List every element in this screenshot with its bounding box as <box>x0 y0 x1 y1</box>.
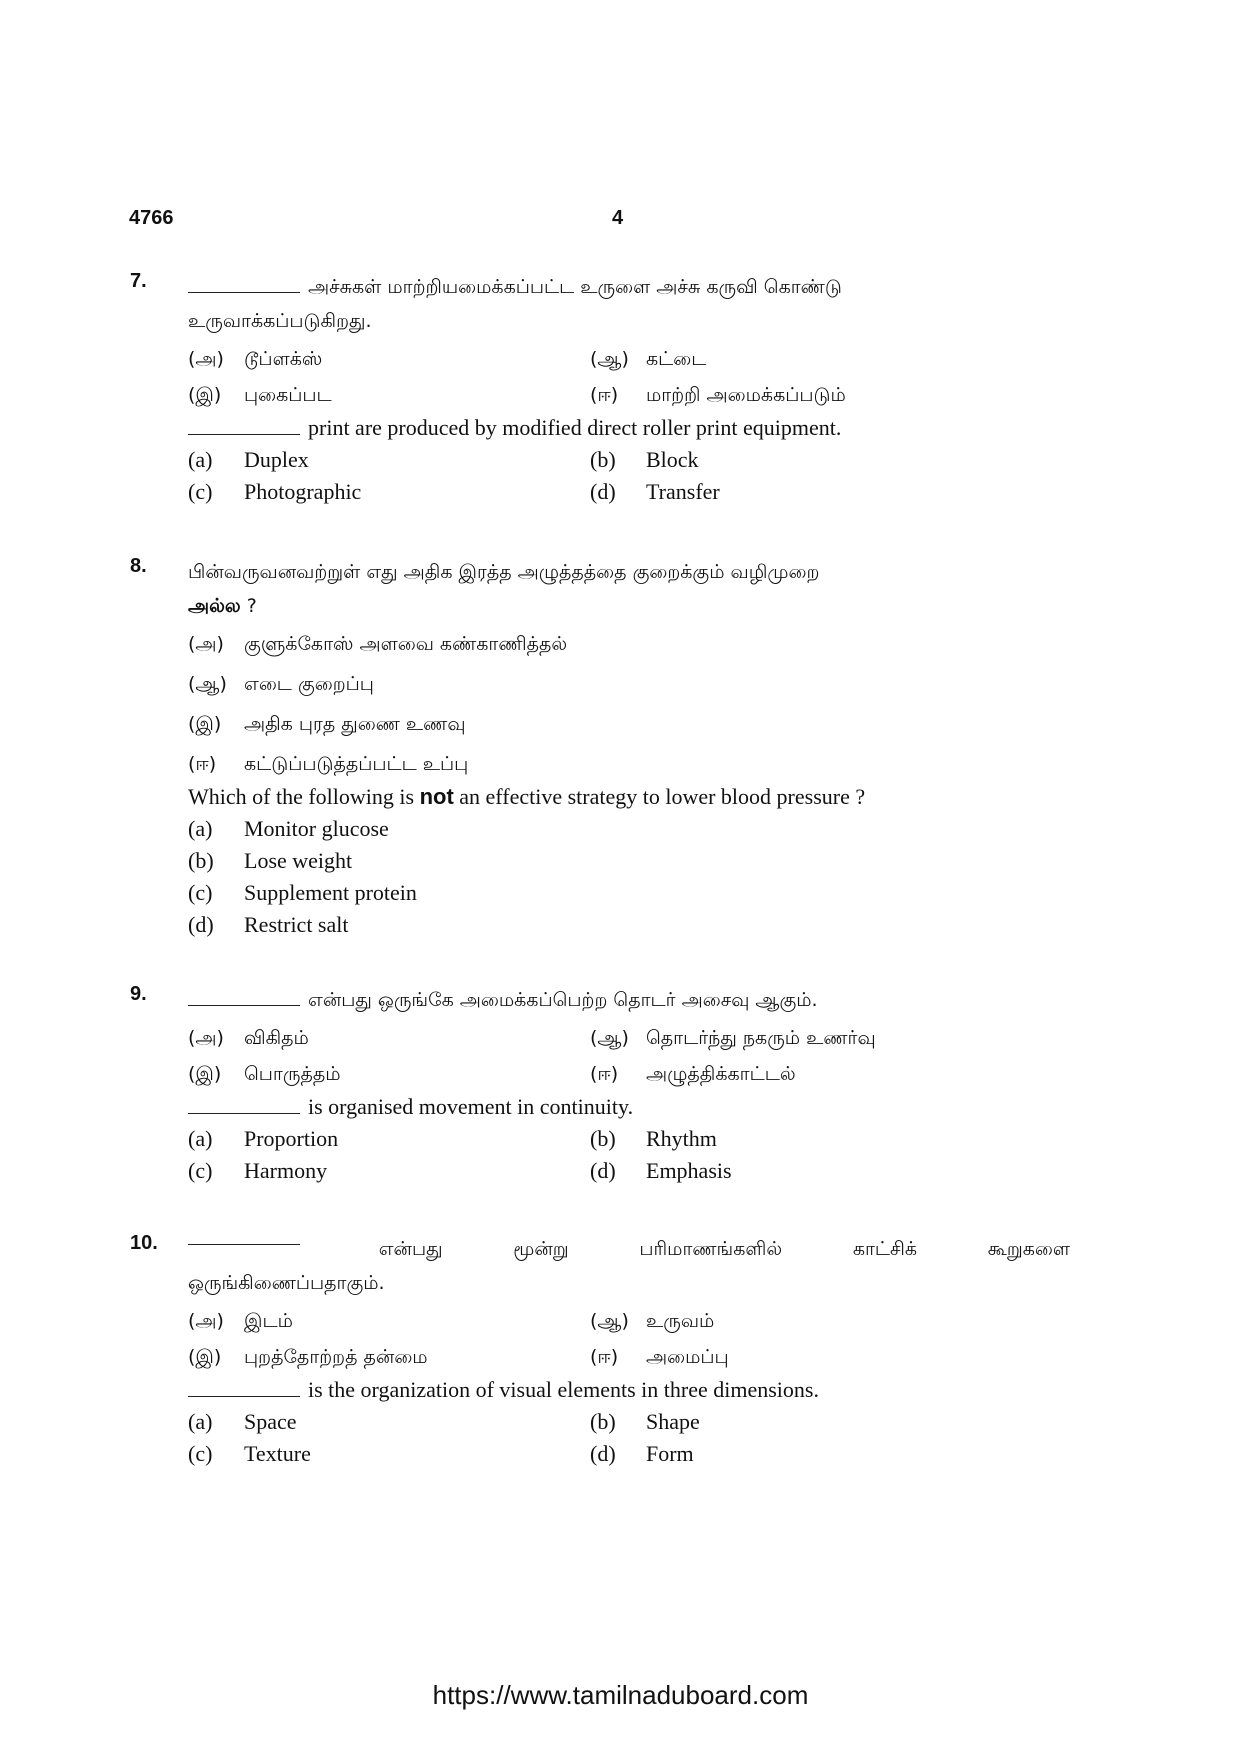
option-label: (b) <box>590 447 616 472</box>
option-label: (அ) <box>188 633 224 655</box>
option-label: (அ) <box>188 1027 224 1049</box>
option-label: (அ) <box>188 348 224 370</box>
option-text: பொருத்தம் <box>244 1063 341 1085</box>
option-label: (ஈ) <box>590 1346 619 1368</box>
option-text: Shape <box>646 1409 700 1434</box>
answer-blank <box>188 422 300 435</box>
option-label: (c) <box>188 1441 213 1466</box>
option-label: (c) <box>188 1158 213 1183</box>
answer-blank <box>188 1101 300 1114</box>
option-label: (c) <box>188 479 213 504</box>
option-label: (a) <box>188 1126 213 1151</box>
option-label: (இ) <box>188 1063 222 1085</box>
option-text: Restrict salt <box>244 912 349 937</box>
question-tamil-line: அல்ல ? <box>188 595 257 617</box>
question-tamil-line: என்பது ஒருங்கே அமைக்கப்பெற்ற தொடர் அசைவு ஆகும். <box>188 983 1070 1017</box>
option-text: Rhythm <box>646 1126 717 1151</box>
option-label: (இ) <box>188 384 222 406</box>
option-text: Duplex <box>244 447 309 472</box>
footer-url[interactable]: https://www.tamilnaduboard.com <box>432 1680 809 1710</box>
question-number: 9. <box>130 983 147 1005</box>
option-text: புறத்தோற்றத் தன்மை <box>244 1346 428 1368</box>
option-text: அதிக புரத துணை உணவு <box>244 713 466 735</box>
option-text: மாற்றி அமைக்கப்படும் <box>646 384 846 406</box>
question-tamil-line: பின்வருவனவற்றுள் எது அதிக இரத்த அழுத்தத்தை குறைக்கும் வழிமுறை <box>188 561 820 583</box>
option-text: Photographic <box>244 479 362 504</box>
option-text: Monitor glucose <box>244 816 389 841</box>
option-label: (a) <box>188 816 213 841</box>
option-text: தொடர்ந்து நகரும் உணர்வு <box>646 1027 876 1049</box>
option-text: Form <box>646 1441 694 1466</box>
option-text: Space <box>244 1409 297 1434</box>
option-label: (அ) <box>188 1310 224 1332</box>
option-label: (ஆ) <box>590 348 629 370</box>
option-label: (d) <box>590 479 616 504</box>
option-text: Lose weight <box>244 848 353 873</box>
option-text: Supplement protein <box>244 880 417 905</box>
option-label: (ஈ) <box>590 1063 619 1085</box>
option-text: Texture <box>244 1441 311 1466</box>
option-label: (ஈ) <box>590 384 619 406</box>
option-label: (ஆ) <box>590 1027 629 1049</box>
answer-blank <box>188 993 300 1006</box>
option-text: குளுக்கோஸ் அளவை கண்காணித்தல் <box>244 633 568 655</box>
option-label: (b) <box>188 848 214 873</box>
option-label: (d) <box>188 912 214 937</box>
option-text: Emphasis <box>646 1158 732 1183</box>
option-text: அழுத்திக்காட்டல் <box>646 1063 796 1085</box>
paper-code: 4766 <box>129 207 174 229</box>
answer-blank <box>188 280 300 293</box>
option-text: கட்டுப்படுத்தப்பட்ட உப்பு <box>244 753 469 775</box>
question-number: 10. <box>130 1232 158 1254</box>
option-label: (b) <box>590 1126 616 1151</box>
option-text: விகிதம் <box>244 1027 309 1049</box>
question-english: is organised movement in continuity. <box>188 1091 1070 1123</box>
option-text: Block <box>646 447 699 472</box>
option-label: (இ) <box>188 713 222 735</box>
option-text: கட்டை <box>646 348 707 370</box>
option-label: (ஆ) <box>590 1310 629 1332</box>
option-text: புகைப்பட <box>244 384 332 406</box>
option-label: (b) <box>590 1409 616 1434</box>
answer-blank <box>188 1232 300 1245</box>
question-tamil-line: ஒருங்கிணைப்பதாகும். <box>188 1272 385 1294</box>
page-number: 4 <box>612 207 624 229</box>
option-label: (a) <box>188 447 213 472</box>
option-text: Harmony <box>244 1158 328 1183</box>
question-english: Which of the following is not an effective strategy to lower blood pressure ? <box>188 784 866 809</box>
question-english: is the organization of visual elements in three dimensions. <box>188 1374 1070 1406</box>
option-label: (d) <box>590 1441 616 1466</box>
question-9 <box>130 983 1070 1187</box>
answer-blank <box>188 1384 300 1397</box>
option-text: Proportion <box>244 1126 339 1151</box>
question-tamil-line: என்பது மூன்று பரிமாணங்களில் காட்சிக் கூறுகளை <box>188 1232 1070 1266</box>
option-text: Transfer <box>646 479 720 504</box>
option-text: உருவம் <box>646 1310 715 1332</box>
question-8 <box>130 555 1070 941</box>
option-label: (இ) <box>188 1346 222 1368</box>
option-label: (ஈ) <box>188 753 217 775</box>
question-tamil-line: அச்சுகள் மாற்றியமைக்கப்பட்ட உருளை அச்சு கருவி கொண்டு <box>188 270 1070 304</box>
option-label: (ஆ) <box>188 673 227 695</box>
question-number: 8. <box>130 555 147 577</box>
option-label: (a) <box>188 1409 213 1434</box>
option-text: அமைப்பு <box>646 1346 729 1368</box>
question-10 <box>130 1232 1070 1470</box>
option-text: எடை குறைப்பு <box>244 673 374 695</box>
option-label: (c) <box>188 880 213 905</box>
option-label: (d) <box>590 1158 616 1183</box>
option-text: இடம் <box>244 1310 293 1332</box>
question-tamil-line: உருவாக்கப்படுகிறது. <box>188 310 372 332</box>
option-text: டூப்ளக்ஸ் <box>244 348 323 370</box>
question-english: print are produced by modified direct roller print equipment. <box>188 412 1070 444</box>
question-number: 7. <box>130 270 147 292</box>
question-7 <box>130 270 1070 508</box>
